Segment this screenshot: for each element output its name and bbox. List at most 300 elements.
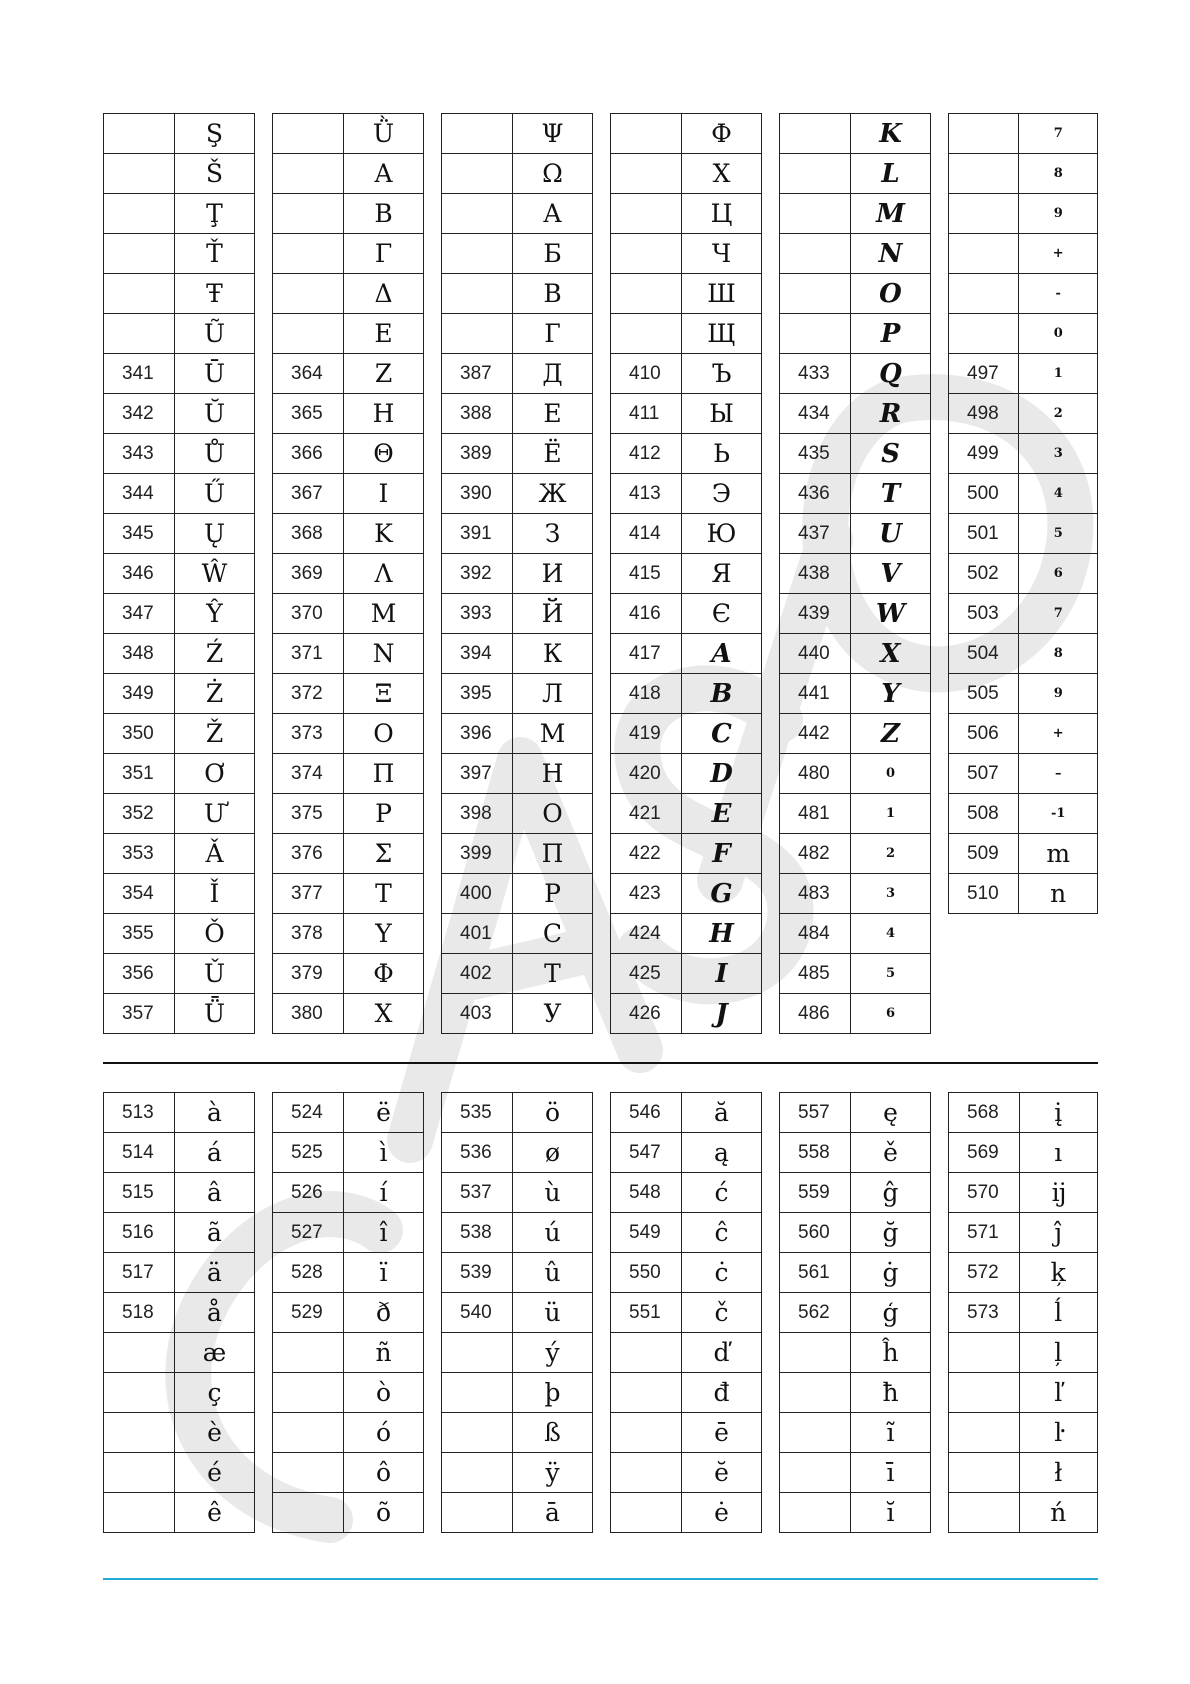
char-glyph: М <box>513 714 593 754</box>
char-glyph: Ψ <box>513 114 593 154</box>
char-glyph: ú <box>513 1213 593 1253</box>
table-row <box>442 1133 593 1173</box>
char-code: 515 <box>104 1173 175 1213</box>
char-glyph: ė <box>682 1493 762 1533</box>
char-glyph: ġ <box>851 1253 931 1293</box>
char-glyph: D <box>682 754 762 794</box>
char-glyph: Ŵ <box>175 554 255 594</box>
char-code: 484 <box>780 914 851 954</box>
char-code: 341 <box>104 354 175 394</box>
table-row <box>104 834 255 874</box>
char-glyph: Α <box>344 154 424 194</box>
table-row <box>949 1093 1098 1133</box>
table-row <box>611 434 762 474</box>
char-code: 549 <box>611 1213 682 1253</box>
char-code: 396 <box>442 714 513 754</box>
char-glyph: Ž <box>175 714 255 754</box>
char-code <box>104 234 175 274</box>
char-glyph: 5 <box>1019 514 1098 554</box>
table-row <box>442 634 593 674</box>
char-glyph: é <box>175 1453 255 1493</box>
char-glyph: ħ <box>851 1373 931 1413</box>
char-code: 395 <box>442 674 513 714</box>
char-glyph: Š <box>175 154 255 194</box>
char-glyph: U <box>851 514 931 554</box>
char-glyph: F <box>682 834 762 874</box>
char-glyph: K <box>851 114 931 154</box>
char-glyph: Ζ <box>344 354 424 394</box>
char-glyph: В <box>513 274 593 314</box>
table-row <box>780 674 931 714</box>
char-code: 560 <box>780 1213 851 1253</box>
table-row <box>780 834 931 874</box>
char-code: 501 <box>949 514 1019 554</box>
char-glyph: ĵ <box>1019 1213 1098 1253</box>
char-glyph: Ů <box>175 434 255 474</box>
table-row <box>273 1493 424 1533</box>
table-row <box>949 874 1098 914</box>
char-glyph: ľ <box>1019 1373 1098 1413</box>
char-glyph: 7 <box>1019 114 1098 154</box>
table-row <box>611 234 762 274</box>
char-glyph: ģ <box>851 1293 931 1333</box>
table-row <box>611 514 762 554</box>
table-row <box>949 794 1098 834</box>
char-glyph: ê <box>175 1493 255 1533</box>
char-glyph: 7 <box>1019 594 1098 634</box>
table-row <box>780 994 931 1034</box>
table-row <box>949 1493 1098 1533</box>
char-code: 505 <box>949 674 1019 714</box>
table-row <box>104 154 255 194</box>
table-row <box>949 1173 1098 1213</box>
table-row <box>949 274 1098 314</box>
table-row <box>949 754 1098 794</box>
char-code: 561 <box>780 1253 851 1293</box>
table-row <box>442 354 593 394</box>
char-glyph: Т <box>513 954 593 994</box>
char-glyph: 3 <box>1019 434 1098 474</box>
char-code: 416 <box>611 594 682 634</box>
char-glyph: ù <box>513 1173 593 1213</box>
table-row <box>273 354 424 394</box>
table-row <box>949 1253 1098 1293</box>
table-row <box>611 114 762 154</box>
char-glyph: Θ <box>344 434 424 474</box>
char-code: 342 <box>104 394 175 434</box>
table-row <box>104 1293 255 1333</box>
char-glyph: ł <box>1019 1453 1098 1493</box>
char-glyph: Ŧ <box>175 274 255 314</box>
char-code: 573 <box>949 1293 1020 1333</box>
char-code: 350 <box>104 714 175 754</box>
table-row <box>273 114 424 154</box>
table-row <box>273 554 424 594</box>
table-row <box>104 394 255 434</box>
char-code <box>611 234 682 274</box>
char-code: 378 <box>273 914 344 954</box>
char-glyph: C <box>682 714 762 754</box>
char-glyph: ç <box>175 1373 255 1413</box>
char-glyph: n <box>1019 874 1098 914</box>
char-code: 503 <box>949 594 1019 634</box>
char-code: 414 <box>611 514 682 554</box>
char-glyph: ī <box>851 1453 931 1493</box>
char-glyph: Λ <box>344 554 424 594</box>
char-glyph: Р <box>513 874 593 914</box>
table-row <box>780 1213 931 1253</box>
table-row <box>104 234 255 274</box>
table-row <box>780 914 931 954</box>
char-code: 417 <box>611 634 682 674</box>
table-row <box>949 234 1098 274</box>
char-code: 513 <box>104 1093 175 1133</box>
char-code: 433 <box>780 354 851 394</box>
char-code <box>273 1333 344 1373</box>
table-row <box>104 514 255 554</box>
char-glyph: ĺ <box>1019 1293 1098 1333</box>
char-code <box>104 314 175 354</box>
table-row <box>780 154 931 194</box>
char-code <box>104 1373 175 1413</box>
char-code: 437 <box>780 514 851 554</box>
char-glyph: ĭ <box>851 1493 931 1533</box>
char-glyph: ø <box>513 1133 593 1173</box>
table-row <box>611 954 762 994</box>
char-table <box>948 1092 1098 1533</box>
char-code: 375 <box>273 794 344 834</box>
char-glyph: Ь <box>682 434 762 474</box>
char-code: 436 <box>780 474 851 514</box>
char-glyph: 8 <box>1019 634 1098 674</box>
table-row <box>273 314 424 354</box>
char-code: 376 <box>273 834 344 874</box>
char-code: 423 <box>611 874 682 914</box>
char-code: 413 <box>611 474 682 514</box>
char-glyph: 1 <box>851 794 931 834</box>
char-glyph: Ũ <box>175 314 255 354</box>
table-row <box>273 754 424 794</box>
char-glyph: þ <box>513 1373 593 1413</box>
char-glyph: Ǔ <box>175 954 255 994</box>
table-row <box>104 994 255 1034</box>
char-code: 562 <box>780 1293 851 1333</box>
char-glyph: Z <box>851 714 931 754</box>
table-row <box>949 1413 1098 1453</box>
char-code: 524 <box>273 1093 344 1133</box>
table-row <box>273 1333 424 1373</box>
table-row <box>949 114 1098 154</box>
table-row <box>442 394 593 434</box>
char-code: 439 <box>780 594 851 634</box>
char-glyph: ć <box>682 1173 762 1213</box>
char-glyph: Ж <box>513 474 593 514</box>
char-code: 568 <box>949 1093 1020 1133</box>
table-row <box>273 874 424 914</box>
char-table <box>441 1092 593 1533</box>
char-glyph: 1 <box>1019 354 1098 394</box>
table-row <box>442 1413 593 1453</box>
char-code <box>780 274 851 314</box>
char-code <box>273 154 344 194</box>
char-glyph: Ż <box>175 674 255 714</box>
char-code: 435 <box>780 434 851 474</box>
table-row <box>442 794 593 834</box>
table-row <box>442 754 593 794</box>
char-code: 412 <box>611 434 682 474</box>
char-glyph: + <box>1019 234 1098 274</box>
char-code: 392 <box>442 554 513 594</box>
table-row <box>442 474 593 514</box>
char-code <box>104 194 175 234</box>
char-glyph: N <box>851 234 931 274</box>
char-table <box>441 113 593 1034</box>
char-glyph: Ρ <box>344 794 424 834</box>
char-glyph: X <box>851 634 931 674</box>
char-code <box>780 1333 851 1373</box>
char-code: 540 <box>442 1293 513 1333</box>
table-row <box>949 1213 1098 1253</box>
char-code: 572 <box>949 1253 1020 1293</box>
table-row <box>780 874 931 914</box>
char-code: 480 <box>780 754 851 794</box>
char-code <box>442 234 513 274</box>
char-code: 528 <box>273 1253 344 1293</box>
char-code: 352 <box>104 794 175 834</box>
char-glyph: 4 <box>1019 474 1098 514</box>
table-row <box>780 274 931 314</box>
table-row <box>611 554 762 594</box>
table-row <box>949 394 1098 434</box>
char-code: 486 <box>780 994 851 1034</box>
char-code: 365 <box>273 394 344 434</box>
char-code: 548 <box>611 1173 682 1213</box>
char-glyph: è <box>175 1413 255 1453</box>
char-glyph: Ε <box>344 314 424 354</box>
table-row <box>780 394 931 434</box>
table-row <box>104 1253 255 1293</box>
table-row <box>273 1213 424 1253</box>
table-row <box>949 354 1098 394</box>
char-glyph: ï <box>344 1253 424 1293</box>
char-glyph: Ъ <box>682 354 762 394</box>
char-code: 351 <box>104 754 175 794</box>
table-row <box>611 794 762 834</box>
char-code <box>949 1453 1020 1493</box>
table-row <box>949 834 1098 874</box>
table-row <box>611 874 762 914</box>
table-row <box>780 474 931 514</box>
char-code: 364 <box>273 354 344 394</box>
char-code <box>780 114 851 154</box>
char-code <box>611 1373 682 1413</box>
char-code <box>104 1413 175 1453</box>
char-code <box>442 154 513 194</box>
char-code <box>442 1493 513 1533</box>
char-glyph: å <box>175 1293 255 1333</box>
table-row <box>104 594 255 634</box>
char-glyph: Β <box>344 194 424 234</box>
char-code: 497 <box>949 354 1019 394</box>
char-code: 370 <box>273 594 344 634</box>
char-code: 369 <box>273 554 344 594</box>
char-glyph: Δ <box>344 274 424 314</box>
table-row <box>104 634 255 674</box>
table-row <box>780 1093 931 1133</box>
char-glyph: ŀ <box>1019 1413 1098 1453</box>
char-glyph: 6 <box>851 994 931 1034</box>
char-glyph: J <box>682 994 762 1034</box>
char-glyph: ĝ <box>851 1173 931 1213</box>
char-code: 538 <box>442 1213 513 1253</box>
char-glyph: ď <box>682 1333 762 1373</box>
char-glyph: V <box>851 554 931 594</box>
char-code: 394 <box>442 634 513 674</box>
char-glyph: Щ <box>682 314 762 354</box>
char-glyph: A <box>682 634 762 674</box>
char-glyph: G <box>682 874 762 914</box>
table-row <box>949 514 1098 554</box>
table-row <box>949 474 1098 514</box>
table-row <box>780 314 931 354</box>
char-glyph: L <box>851 154 931 194</box>
char-code <box>611 1413 682 1453</box>
char-code: 426 <box>611 994 682 1034</box>
char-glyph: č <box>682 1293 762 1333</box>
char-glyph: 3 <box>851 874 931 914</box>
char-glyph: 0 <box>1019 314 1098 354</box>
table-row <box>611 1093 762 1133</box>
table-row <box>611 1453 762 1493</box>
char-glyph: Д <box>513 354 593 394</box>
char-glyph: 2 <box>1019 394 1098 434</box>
char-code: 525 <box>273 1133 344 1173</box>
char-glyph: Ω <box>513 154 593 194</box>
char-glyph: Ų <box>175 514 255 554</box>
char-code: 517 <box>104 1253 175 1293</box>
table-row <box>104 434 255 474</box>
char-code: 529 <box>273 1293 344 1333</box>
char-code <box>273 234 344 274</box>
char-code: 374 <box>273 754 344 794</box>
table-row <box>949 1133 1098 1173</box>
char-code: 425 <box>611 954 682 994</box>
char-glyph: Я <box>682 554 762 594</box>
table-row <box>104 1493 255 1533</box>
char-code <box>949 194 1019 234</box>
char-glyph: ý <box>513 1333 593 1373</box>
char-code: 509 <box>949 834 1019 874</box>
table-row <box>442 874 593 914</box>
table-row <box>949 1333 1098 1373</box>
char-glyph: ó <box>344 1413 424 1453</box>
char-glyph: Е <box>513 394 593 434</box>
char-code: 507 <box>949 754 1019 794</box>
char-code: 349 <box>104 674 175 714</box>
table-row <box>442 194 593 234</box>
table-row <box>273 154 424 194</box>
table-row <box>611 1333 762 1373</box>
char-code: 516 <box>104 1213 175 1253</box>
char-glyph: ă <box>682 1093 762 1133</box>
table-row <box>780 1173 931 1213</box>
table-row <box>611 154 762 194</box>
char-code: 380 <box>273 994 344 1034</box>
char-table <box>610 113 762 1034</box>
char-glyph: Ю <box>682 514 762 554</box>
char-code <box>611 314 682 354</box>
table-row <box>780 1373 931 1413</box>
table-row <box>273 194 424 234</box>
char-code: 354 <box>104 874 175 914</box>
char-code: 357 <box>104 994 175 1034</box>
table-row <box>104 914 255 954</box>
char-table <box>272 1092 424 1533</box>
table-row <box>104 714 255 754</box>
char-glyph: 9 <box>1019 674 1098 714</box>
table-row <box>442 594 593 634</box>
char-code <box>442 194 513 234</box>
char-code: 558 <box>780 1133 851 1173</box>
char-glyph: Ű <box>175 474 255 514</box>
char-code <box>780 234 851 274</box>
char-code: 569 <box>949 1133 1020 1173</box>
char-glyph: Ź <box>175 634 255 674</box>
char-glyph: H <box>682 914 762 954</box>
char-code <box>442 274 513 314</box>
table-row <box>611 394 762 434</box>
table-row <box>273 1253 424 1293</box>
char-glyph: Ǖ <box>175 994 255 1034</box>
table-row <box>104 794 255 834</box>
char-glyph: Є <box>682 594 762 634</box>
char-code: 441 <box>780 674 851 714</box>
char-table <box>610 1092 762 1533</box>
char-glyph: Q <box>851 354 931 394</box>
char-code: 348 <box>104 634 175 674</box>
char-code <box>104 154 175 194</box>
char-glyph: à <box>175 1093 255 1133</box>
char-code: 508 <box>949 794 1019 834</box>
table-row <box>611 714 762 754</box>
table-row <box>273 514 424 554</box>
table-row <box>611 594 762 634</box>
table-row <box>949 434 1098 474</box>
char-glyph: æ <box>175 1333 255 1373</box>
char-glyph: ö <box>513 1093 593 1133</box>
char-code: 398 <box>442 794 513 834</box>
char-glyph: ń <box>1019 1493 1098 1533</box>
char-glyph: ÿ <box>513 1453 593 1493</box>
char-glyph: 6 <box>1019 554 1098 594</box>
char-code: 485 <box>780 954 851 994</box>
char-glyph: Ч <box>682 234 762 274</box>
char-glyph: Τ <box>344 874 424 914</box>
table-row <box>273 1373 424 1413</box>
char-glyph: 2 <box>851 834 931 874</box>
table-row <box>273 1173 424 1213</box>
char-glyph: Ǎ <box>175 834 255 874</box>
char-glyph: И <box>513 554 593 594</box>
char-glyph: ĕ <box>682 1453 762 1493</box>
char-glyph: á <box>175 1133 255 1173</box>
table-row <box>442 554 593 594</box>
table-row <box>273 714 424 754</box>
char-glyph: I <box>682 954 762 994</box>
table-row <box>273 674 424 714</box>
table-row <box>611 1133 762 1173</box>
char-code: 547 <box>611 1133 682 1173</box>
